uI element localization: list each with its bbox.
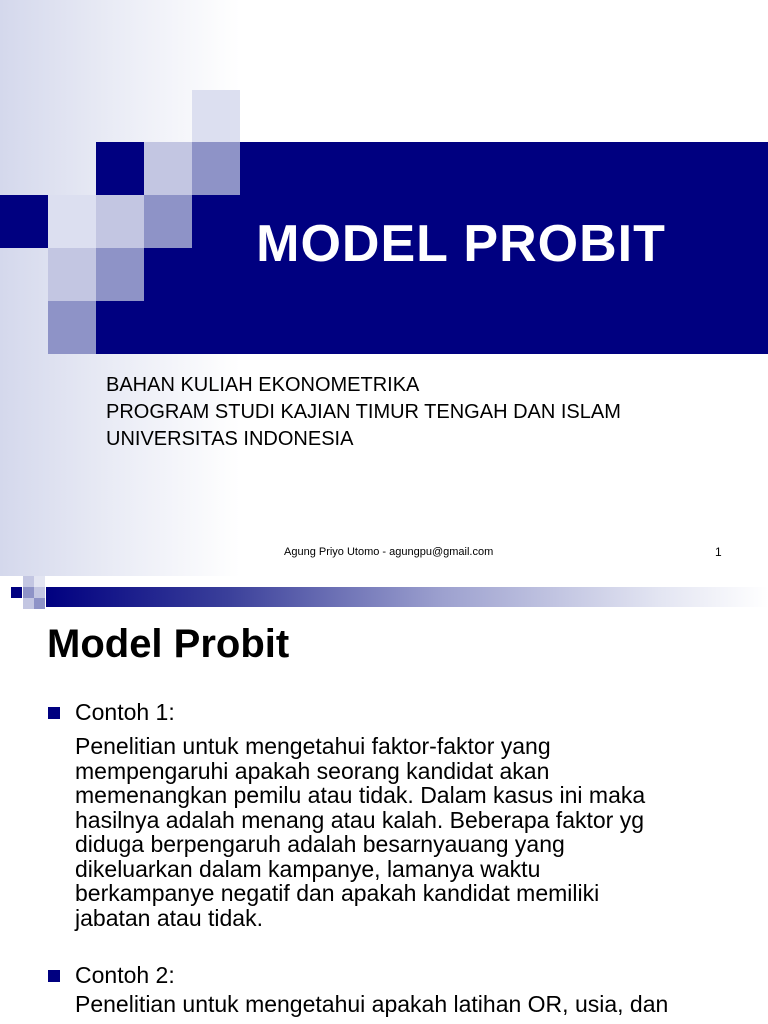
decor-square — [192, 90, 240, 143]
subtitle-line: PROGRAM STUDI KAJIAN TIMUR TENGAH DAN ISLAM — [106, 401, 621, 423]
slide-title: Model Probit — [47, 622, 290, 666]
decor-pixel — [11, 587, 22, 598]
slide-title: MODEL PROBIT — [256, 215, 666, 273]
decor-pixel — [23, 598, 34, 609]
slide-footer: Agung Priyo Utomo - agungpu@gmail.com — [284, 546, 494, 558]
subtitle-line: BAHAN KULIAH EKONOMETRIKA — [106, 374, 420, 396]
body-line: memenangkan pemilu atau tidak. Dalam kasus ini maka — [75, 782, 646, 808]
decor-square — [48, 195, 96, 248]
body-line: jabatan atau tidak. — [75, 904, 263, 931]
decor-pixel — [34, 576, 45, 587]
decor-pixel — [34, 598, 45, 609]
slide-subtitle — [106, 372, 621, 453]
decor-square — [144, 142, 192, 195]
subtitle-line: UNIVERSITAS INDONESIA — [106, 428, 354, 450]
body-line: berkampanye negatif dan apakah kandidat memiliki — [75, 880, 600, 906]
body-line: Penelitian untuk mengetahui apakah latihan OR, usia, dan — [75, 991, 669, 1017]
decor-pixel — [34, 587, 45, 598]
decor-square — [192, 142, 240, 195]
decor-square — [48, 301, 96, 354]
decor-square — [48, 248, 96, 301]
content-slide — [0, 576, 768, 1024]
bullet-body — [75, 992, 755, 1017]
bullet-square-icon — [48, 970, 60, 982]
page-number: 1 — [715, 545, 722, 559]
decor-pixel — [23, 587, 34, 598]
body-line: Penelitian untuk mengetahui faktor-faktor yang — [75, 733, 551, 759]
body-line: hasilnya adalah menang atau kalah. Beberapa faktor yg — [75, 806, 645, 833]
decor-square — [0, 195, 48, 248]
header-gradient-bar — [46, 587, 768, 607]
body-line: dikeluarkan dalam kampanye, lamanya waktu — [75, 855, 541, 882]
body-line: mempengaruhi apakah seorang kandidat akan — [75, 757, 550, 784]
bullet-label: Contoh 1: — [75, 699, 175, 725]
body-line: diduga berpengaruh adalah besarnyauang yang — [75, 831, 565, 857]
decor-pixel — [0, 576, 11, 587]
bullet-body — [75, 734, 755, 930]
decor-pixel — [23, 576, 34, 587]
bullet-square-icon — [48, 707, 60, 719]
bullet-label: Contoh 2: — [75, 962, 175, 988]
